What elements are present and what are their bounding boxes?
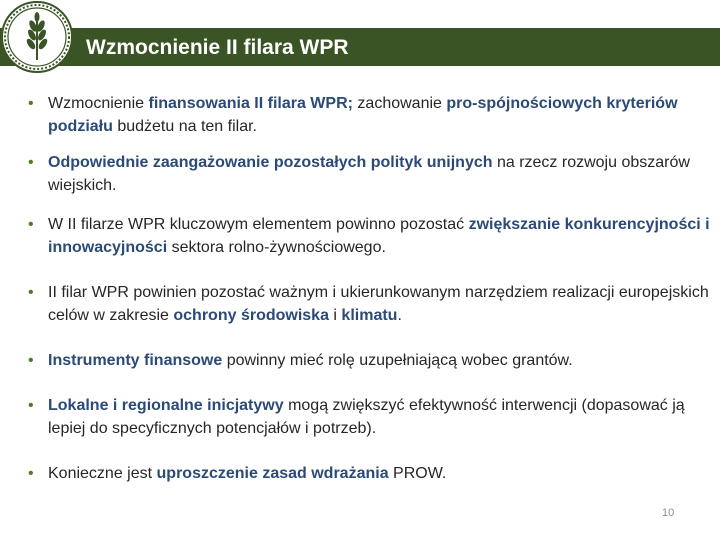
page-title: Wzmocnienie II filara WPR — [86, 36, 349, 59]
bullet-highlight: zwiększanie konkurencyjności i innowacyjności — [48, 216, 710, 256]
bullet-highlight: ochrony środowiska — [173, 307, 329, 324]
bullet-icon: • — [28, 352, 34, 369]
bullet-text: sektora rolno-żywnościowego. — [167, 239, 386, 256]
bullet-text: W II filarze WPR kluczowym elementem powinno pozostać — [48, 216, 469, 233]
bullet-text: zachowanie — [352, 95, 447, 112]
bullet-highlight: Odpowiednie zaangażowanie pozostałych polityk unijnych — [48, 154, 493, 171]
bullet-icon: • — [28, 154, 34, 171]
bullet-text: Wzmocnienie — [48, 95, 149, 112]
bullet-item-srodowisko — [28, 281, 710, 327]
bullet-icon: • — [28, 284, 34, 301]
bullet-item-konkurencyjnosc — [28, 213, 710, 259]
bullet-highlight: Lokalne i regionalne inicjatywy — [48, 397, 284, 414]
bullet-text: powinny mieć rolę uzupełniającą wobec grantów. — [222, 352, 573, 369]
bullet-highlight: Instrumenty finansowe — [48, 352, 223, 369]
seal-wheat-emblem-icon — [0, 0, 74, 74]
slide-number: 10 — [662, 507, 675, 519]
bullet-icon: • — [28, 397, 34, 414]
bullet-text: II filar WPR powinien pozostać ważnym i ukierunkowanym narzędziem realizacji europejskich celów w zakresie — [48, 284, 709, 324]
bullet-text: Konieczne jest — [48, 465, 157, 482]
bullet-text: . — [397, 307, 402, 324]
bullet-icon: • — [28, 216, 34, 233]
bullet-text: na rzecz rozwoju obszarów wiejskich. — [48, 154, 690, 194]
bullet-icon: • — [28, 465, 34, 482]
bullet-item-inicjatywy — [28, 394, 710, 440]
bullet-item-uproszczenie — [28, 462, 710, 485]
bullet-list — [28, 92, 710, 485]
bullet-icon: • — [28, 95, 34, 112]
bullet-item-instrumenty — [28, 349, 710, 372]
bullet-text: PROW. — [388, 465, 447, 482]
bullet-highlight: finansowania II filara WPR; — [148, 95, 353, 112]
bullet-text: budżetu na ten filar. — [112, 118, 257, 135]
bullet-highlight: klimatu — [341, 307, 398, 324]
bullet-item-finansowanie — [28, 92, 710, 138]
bullet-text: mogą zwiększyć efektywność interwencji (dopasować ją lepiej do specyficznych potencjałów i potrzeb). — [48, 397, 685, 437]
bullet-highlight: pro-spójnościowych kryteriów podziału — [48, 95, 678, 135]
bullet-highlight: uproszczenie zasad wdrażania — [156, 465, 389, 482]
bullet-item-polityki — [28, 151, 710, 197]
bullet-text: i — [328, 307, 342, 324]
